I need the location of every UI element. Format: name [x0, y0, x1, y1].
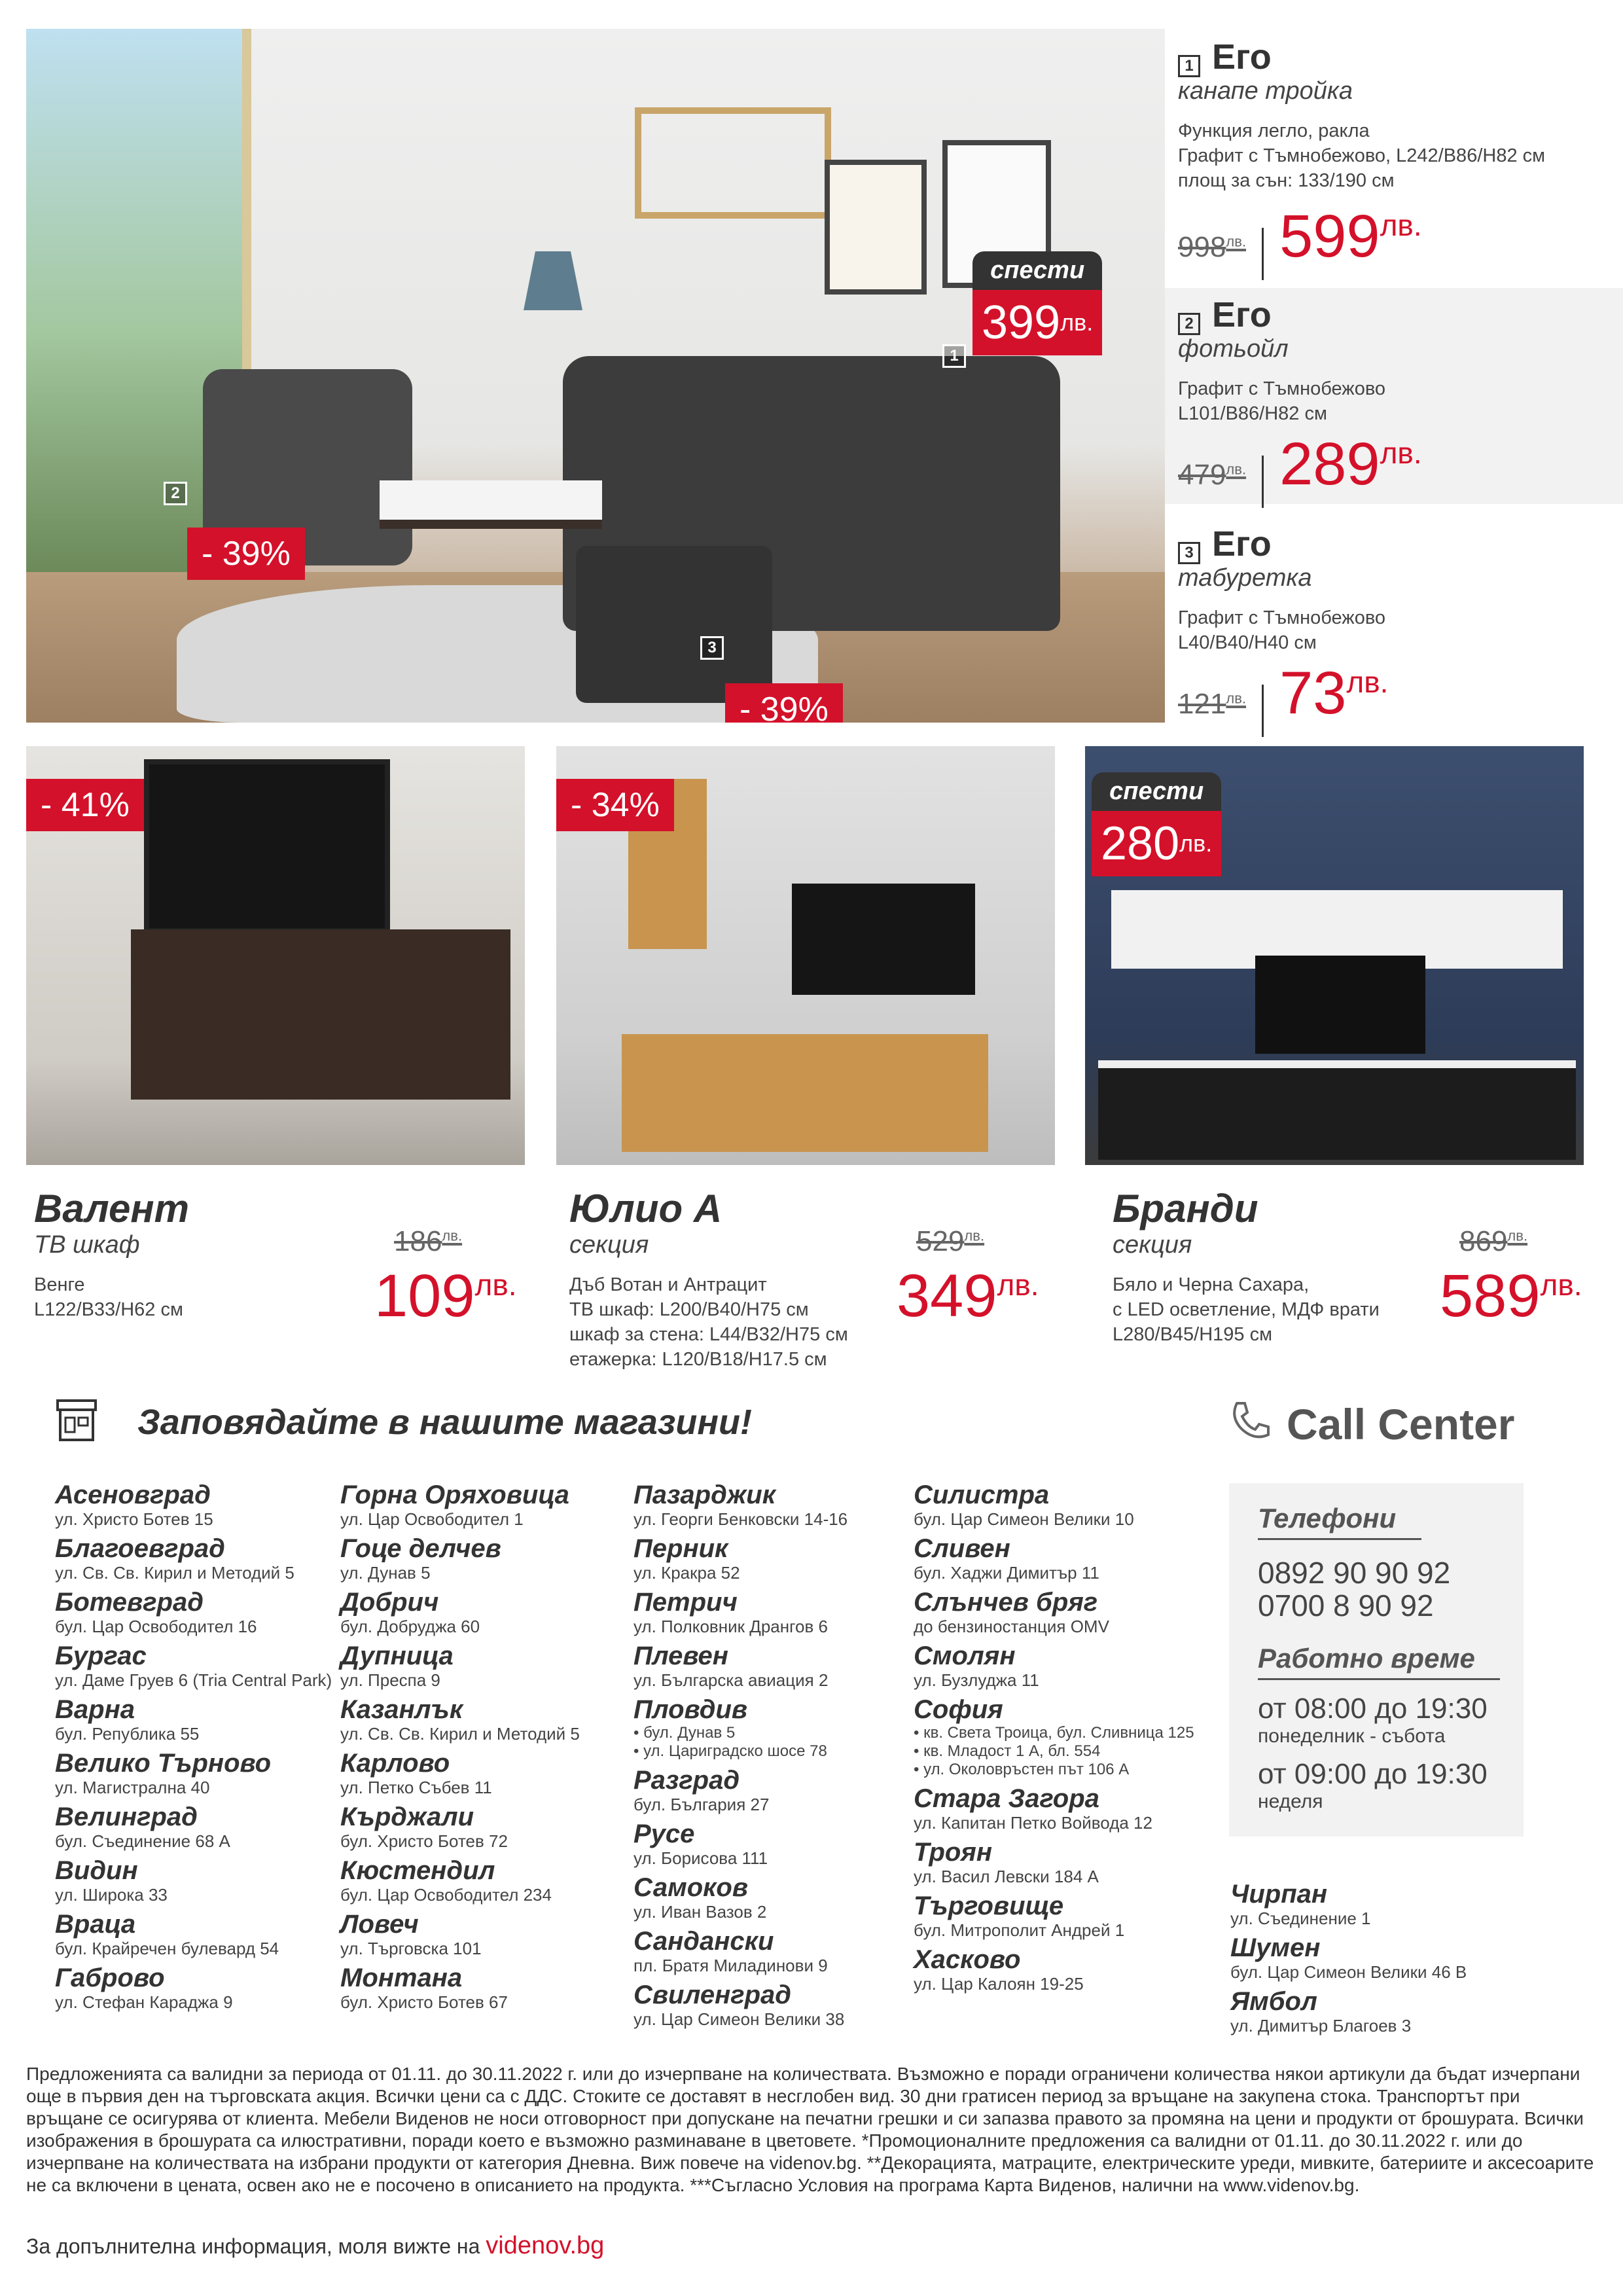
- store-address: ул. Кракра 52: [633, 1563, 740, 1583]
- tv-stand-image: [622, 1034, 988, 1152]
- store-address: ул. Търговска 101: [340, 1939, 482, 1958]
- product-desc-line: площ за сън: 133/190 см: [1178, 170, 1395, 191]
- store-address: ул. Борисова 111: [633, 1848, 768, 1868]
- wall-shelf: [635, 107, 831, 219]
- store-address: ул. Иван Вазов 2: [633, 1902, 767, 1922]
- store-item: [633, 1534, 847, 1583]
- store-address: бул. Христо Ботев 72: [340, 1831, 508, 1851]
- store-item: [633, 1641, 847, 1690]
- save-label: спести: [972, 251, 1102, 290]
- store-address: ул. Цар Симеон Велики 38: [633, 2009, 845, 2029]
- new-price: $73^{лв.}$: [1279, 660, 1389, 726]
- product-name: Его: [1212, 295, 1272, 334]
- discount-badge-pouf: - 39%: [725, 683, 843, 723]
- wall-art-1: [825, 160, 927, 295]
- store-item: [55, 1856, 332, 1905]
- store-city: Ловеч: [340, 1910, 419, 1939]
- store-city: Стара Загора: [914, 1784, 1099, 1813]
- store-city: Чирпан: [1230, 1880, 1328, 1909]
- save-label: спести: [1092, 772, 1221, 811]
- store-item: [55, 1588, 332, 1636]
- store-city: Видин: [55, 1856, 138, 1885]
- store-city: Гоце делчев: [340, 1534, 501, 1563]
- new-price: $599^{лв.}$: [1279, 203, 1422, 270]
- days-weekdays: понеделник - събота: [1258, 1725, 1446, 1747]
- product-valent: [34, 1186, 531, 1329]
- discount-badge-armchair: - 39%: [187, 528, 305, 580]
- new-price: $289^{лв.}$: [1279, 431, 1422, 497]
- product-desc-line: Функция легло, ракла: [1178, 120, 1370, 141]
- days-sunday: неделя: [1258, 1791, 1323, 1812]
- product-sofa: [1178, 37, 1545, 280]
- old-price: $998^{лв.}$: [1178, 231, 1247, 263]
- product-desc-line: шкаф за стена: L44/В32/Н75 см: [569, 1324, 848, 1345]
- store-item: [55, 1964, 332, 2012]
- store-column: [914, 1480, 1194, 1999]
- coffee-table-image: [380, 480, 602, 529]
- store-item: [55, 1803, 332, 1851]
- store-item: [1230, 1933, 1467, 1982]
- store-address: ул. Съединение 1: [1230, 1909, 1371, 1928]
- store-item: [914, 1784, 1194, 1833]
- footer-more-info: [26, 2232, 604, 2260]
- product-desc-line: Графит с Тъмнобежово, L242/В86/Н82 см: [1178, 145, 1546, 166]
- store-address: ул. Капитан Петко Войвода 12: [914, 1813, 1152, 1833]
- store-city: Карлово: [340, 1749, 450, 1778]
- store-address: • ул. Цариградско шосе 78: [633, 1742, 827, 1760]
- store-address: ул. Цар Калоян 19-25: [914, 1974, 1084, 1994]
- old-price: $529^{лв.}$: [916, 1225, 985, 1257]
- footer-disclaimer: Предложенията са валидни за периода от 01.11. до 30.11.2022 г. или до изчерпване на количествата. Възможно е поради ограничени количества някои артикули да бъдат изчерпани още в първия ден на търговската акция. Всички цени са с ДДС. Стоките се доставят в несглобен вид. 30 дни гратисен период за връщане на закупена стока. Транспортът при връщане се осигурява от клиента. Мебели Виденов не носи отговорност при допускане на печатни грешки и си запазва правото за промяна на цени и продукти от брошурата. Всички изображения в брошурата са илюстративни, поради което е възможно разминаване в цветовете. *Промоционалните предложения са валидни от 01.11. до 30.11.2022 г. или до изчерпване на количествата на избрани продукти от категория Дневна. Виж повече на videnov.bg. **Декорацията, матраците, електрическите уреди, мивките, батериите и аксесоарите не са включени в цената, освен ако не е посочено в описанието на продукта. ***Съгласно Условия на програма Карта Виденов, налични на www.videnov.bg.: [26, 2064, 1594, 2195]
- store-item: [633, 1766, 847, 1814]
- footer-link[interactable]: videnov.bg: [486, 2232, 605, 2259]
- store-city: Плевен: [633, 1641, 728, 1670]
- store-item: [633, 1820, 847, 1868]
- store-item: [914, 1641, 1194, 1690]
- store-item: [55, 1534, 332, 1583]
- product-type: канапе тройка: [1178, 77, 1353, 105]
- store-city: Асеновград: [55, 1480, 211, 1509]
- store-address: ул. Даме Груев 6 (Tria Central Park): [55, 1670, 332, 1690]
- store-item: [633, 1873, 847, 1922]
- store-city: Смолян: [914, 1641, 1016, 1670]
- store-city: Варна: [55, 1695, 135, 1724]
- product-desc-line: Дъб Вотан и Антрацит: [569, 1274, 767, 1295]
- store-item: [633, 1695, 847, 1761]
- store-address: бул. Христо Ботев 67: [340, 1992, 508, 2012]
- store-address: ул. Петко Събев 11: [340, 1778, 492, 1797]
- store-city: Слънчев бряг: [914, 1588, 1098, 1617]
- tv-image: [792, 884, 975, 995]
- store-address: ул. Цар Освободител 1: [340, 1509, 524, 1529]
- old-price: $869^{лв.}$: [1459, 1225, 1528, 1257]
- store-address: бул. Съединение 68 А: [55, 1831, 230, 1851]
- store-address: бул. Цар Симеон Велики 10: [914, 1509, 1134, 1529]
- tv-cabinet-valent-photo: [26, 746, 525, 1165]
- store-column: [55, 1480, 332, 2017]
- store-city: Велико Търново: [55, 1749, 272, 1778]
- store-city: Свиленград: [633, 1981, 791, 2009]
- store-city: Кюстендил: [340, 1856, 495, 1885]
- product-type: фотьойл: [1178, 335, 1289, 363]
- store-item: [633, 1981, 847, 2029]
- store-item: [914, 1480, 1194, 1529]
- save-badge-brandi: [1092, 772, 1221, 876]
- store-city: Монтана: [340, 1964, 463, 1992]
- store-city: Търговище: [914, 1892, 1064, 1920]
- product-desc-line: етажерка: L120/В18/Н17.5 см: [569, 1349, 827, 1370]
- store-item: [914, 1588, 1194, 1636]
- store-city: Троян: [914, 1838, 993, 1867]
- product-name: Бранди: [1113, 1187, 1258, 1230]
- product-yulio: [569, 1186, 1067, 1372]
- product-desc-line: L40/В40/Н40 см: [1178, 632, 1317, 653]
- store-address: пл. Братя Миладинови 9: [633, 1956, 828, 1975]
- store-city: Велинград: [55, 1803, 198, 1831]
- save-badge-sofa: [972, 251, 1102, 355]
- store-city: Кърджали: [340, 1803, 474, 1831]
- new-price: $589^{лв.}$: [1440, 1263, 1582, 1329]
- store-city: Пазарджик: [633, 1480, 776, 1509]
- store-item: [914, 1945, 1194, 1994]
- call-center-title: Call Center: [1287, 1400, 1515, 1448]
- item-marker-2: 2: [164, 482, 187, 505]
- store-city: Добрич: [340, 1588, 439, 1617]
- store-address: до бензиностанция OMV: [914, 1617, 1109, 1636]
- store-item: [633, 1927, 847, 1975]
- store-item: [340, 1803, 580, 1851]
- product-desc-line: Графит с Тъмнобежово: [1178, 378, 1386, 399]
- phone-1[interactable]: 0892 90 90 92: [1258, 1556, 1451, 1590]
- store-address: бул. Добруджа 60: [340, 1617, 480, 1636]
- wall-unit-brandi-photo: [1085, 746, 1584, 1165]
- store-city: Казанлък: [340, 1695, 463, 1724]
- store-icon: [54, 1398, 99, 1447]
- store-item: [1230, 1987, 1467, 2036]
- store-item: [55, 1695, 332, 1744]
- item-marker-3: 3: [700, 636, 724, 660]
- call-center-box: [1229, 1483, 1524, 1837]
- tv-stand-image: [1098, 1060, 1576, 1160]
- store-item: [914, 1892, 1194, 1940]
- product-name: Валент: [34, 1187, 189, 1230]
- product-desc-line: Венге: [34, 1274, 85, 1295]
- store-address: бул. Цар Симеон Велики 46 В: [1230, 1962, 1467, 1982]
- store-city: Сандански: [633, 1927, 774, 1956]
- store-address: ул. Христо Ботев 15: [55, 1509, 213, 1529]
- store-city: Бургас: [55, 1641, 147, 1670]
- hero-living-room-photo: [26, 29, 1165, 723]
- store-city: Силистра: [914, 1480, 1050, 1509]
- store-column: [340, 1480, 580, 2017]
- product-desc-line: L122/В33/Н62 см: [34, 1299, 183, 1320]
- phone-2[interactable]: 0700 8 90 92: [1258, 1588, 1434, 1623]
- store-item: [340, 1641, 580, 1690]
- store-city: Враца: [55, 1910, 136, 1939]
- store-address: ул. Св. Св. Кирил и Методий 5: [340, 1724, 580, 1744]
- store-item: [340, 1695, 580, 1744]
- store-address: ул. Преспа 9: [340, 1670, 440, 1690]
- store-item: [1230, 1880, 1467, 1928]
- store-city: Сливен: [914, 1534, 1010, 1563]
- store-address: ул. Георги Бенковски 14-16: [633, 1509, 848, 1529]
- store-item: [55, 1641, 332, 1690]
- item-marker-1: 1: [942, 344, 966, 368]
- store-column: [1230, 1880, 1467, 2041]
- hours-label: Работно време: [1258, 1643, 1500, 1680]
- store-city: Пловдив: [633, 1695, 748, 1724]
- old-price: $186^{лв.}$: [394, 1225, 463, 1257]
- product-name: Его: [1212, 37, 1272, 77]
- stores-title: Заповядайте в нашите магазини!: [137, 1403, 752, 1442]
- product-brandi: [1113, 1186, 1610, 1347]
- store-city: Хасково: [914, 1945, 1021, 1974]
- product-armchair: [1178, 295, 1422, 508]
- store-item: [55, 1480, 332, 1529]
- product-type: ТВ шкаф: [34, 1231, 140, 1259]
- cabinet-image: [131, 929, 510, 1100]
- store-city: Перник: [633, 1534, 728, 1563]
- store-address: бул. Цар Освободител 16: [55, 1617, 257, 1636]
- hours-sunday: от 09:00 до 19:30: [1258, 1758, 1488, 1790]
- store-city: Габрово: [55, 1964, 165, 1992]
- product-number: 3: [1178, 542, 1200, 564]
- store-address: бул. България 27: [633, 1795, 770, 1814]
- product-desc-line: L101/В86/Н82 см: [1178, 403, 1327, 424]
- old-price: $479^{лв.}$: [1178, 459, 1247, 491]
- store-address: ул. Св. Св. Кирил и Методий 5: [55, 1563, 294, 1583]
- store-city: Петрич: [633, 1588, 738, 1617]
- tv-image: [1255, 956, 1425, 1054]
- save-amount: $399^{лв.}$: [972, 290, 1102, 355]
- tv-image: [144, 759, 390, 933]
- store-city: Дупница: [340, 1641, 454, 1670]
- store-city: Русе: [633, 1820, 695, 1848]
- hours-weekdays: от 08:00 до 19:30: [1258, 1693, 1488, 1725]
- product-number: 1: [1178, 55, 1200, 77]
- product-type: табуретка: [1178, 564, 1312, 592]
- store-item: [914, 1695, 1194, 1779]
- store-address: ул. Българска авиация 2: [633, 1670, 829, 1690]
- old-price: $121^{лв.}$: [1178, 688, 1247, 720]
- store-city: Самоков: [633, 1873, 749, 1902]
- store-item: [55, 1749, 332, 1797]
- store-address: ул. Широка 33: [55, 1885, 168, 1905]
- store-item: [55, 1910, 332, 1958]
- product-desc-line: ТВ шкаф: L200/В40/Н75 см: [569, 1299, 809, 1320]
- store-item: [340, 1910, 580, 1958]
- store-address: бул. Хаджи Димитър 11: [914, 1563, 1099, 1583]
- product-desc-line: Бяло и Черна Сахара,: [1113, 1274, 1310, 1295]
- store-address: ул. Васил Левски 184 А: [914, 1867, 1099, 1886]
- store-item: [340, 1749, 580, 1797]
- new-price: $109^{лв.}$: [374, 1263, 517, 1329]
- store-address: ул. Стефан Караджа 9: [55, 1992, 233, 2012]
- discount-badge-yulio: - 34%: [556, 779, 674, 831]
- store-item: [340, 1856, 580, 1905]
- store-address: ул. Полковник Дрангов 6: [633, 1617, 828, 1636]
- product-pouf: [1178, 524, 1388, 737]
- product-desc-line: Графит с Тъмнобежово: [1178, 607, 1386, 628]
- new-price: $349^{лв.}$: [897, 1263, 1039, 1329]
- store-address: ул. Магистрална 40: [55, 1778, 210, 1797]
- store-address: бул. Република 55: [55, 1724, 200, 1744]
- footer-more-text: За допълнителна информация, моля вижте на: [26, 2234, 480, 2258]
- store-address: • бул. Дунав 5: [633, 1724, 736, 1742]
- store-address: • кв. Младост 1 А, бл. 554: [914, 1742, 1101, 1760]
- floor-lamp: [524, 251, 582, 310]
- save-amount: $280^{лв.}$: [1092, 811, 1221, 876]
- discount-badge-valent: - 41%: [26, 779, 144, 831]
- store-item: [340, 1588, 580, 1636]
- store-city: Ямбол: [1230, 1987, 1317, 2016]
- store-city: Разград: [633, 1766, 740, 1795]
- store-address: • кв. Света Троица, бул. Сливница 125: [914, 1724, 1194, 1742]
- store-column: [633, 1480, 847, 2034]
- store-address: бул. Митрополит Андрей 1: [914, 1920, 1125, 1940]
- store-item: [633, 1480, 847, 1529]
- product-name: Юлио А: [569, 1187, 722, 1230]
- product-desc-line: L280/В45/Н195 см: [1113, 1324, 1273, 1345]
- store-address: ул. Бузлуджа 11: [914, 1670, 1039, 1690]
- store-item: [340, 1480, 580, 1529]
- store-city: София: [914, 1695, 1003, 1724]
- product-type: секция: [569, 1231, 649, 1259]
- store-item: [340, 1534, 580, 1583]
- product-number: 2: [1178, 313, 1200, 335]
- store-city: Благоевград: [55, 1534, 225, 1563]
- store-item: [633, 1588, 847, 1636]
- product-desc-line: с LED осветление, МДФ врати: [1113, 1299, 1380, 1320]
- store-city: Горна Оряховица: [340, 1480, 569, 1509]
- phones-label: Телефони: [1258, 1503, 1421, 1540]
- wall-unit-yulio-photo: [556, 746, 1055, 1165]
- product-name: Его: [1212, 524, 1272, 564]
- product-type: секция: [1113, 1231, 1192, 1259]
- pouf-image: [576, 546, 772, 703]
- store-city: Шумен: [1230, 1933, 1321, 1962]
- store-item: [914, 1838, 1194, 1886]
- store-address: бул. Крайречен булевард 54: [55, 1939, 279, 1958]
- store-item: [340, 1964, 580, 2012]
- store-address: бул. Цар Освободител 234: [340, 1885, 552, 1905]
- store-item: [914, 1534, 1194, 1583]
- store-address: ул. Димитър Благоев 3: [1230, 2016, 1412, 2036]
- phone-icon: [1228, 1398, 1274, 1447]
- store-address: ул. Дунав 5: [340, 1563, 431, 1583]
- store-city: Ботевград: [55, 1588, 204, 1617]
- store-address: • ул. Околовръстен път 106 А: [914, 1761, 1130, 1778]
